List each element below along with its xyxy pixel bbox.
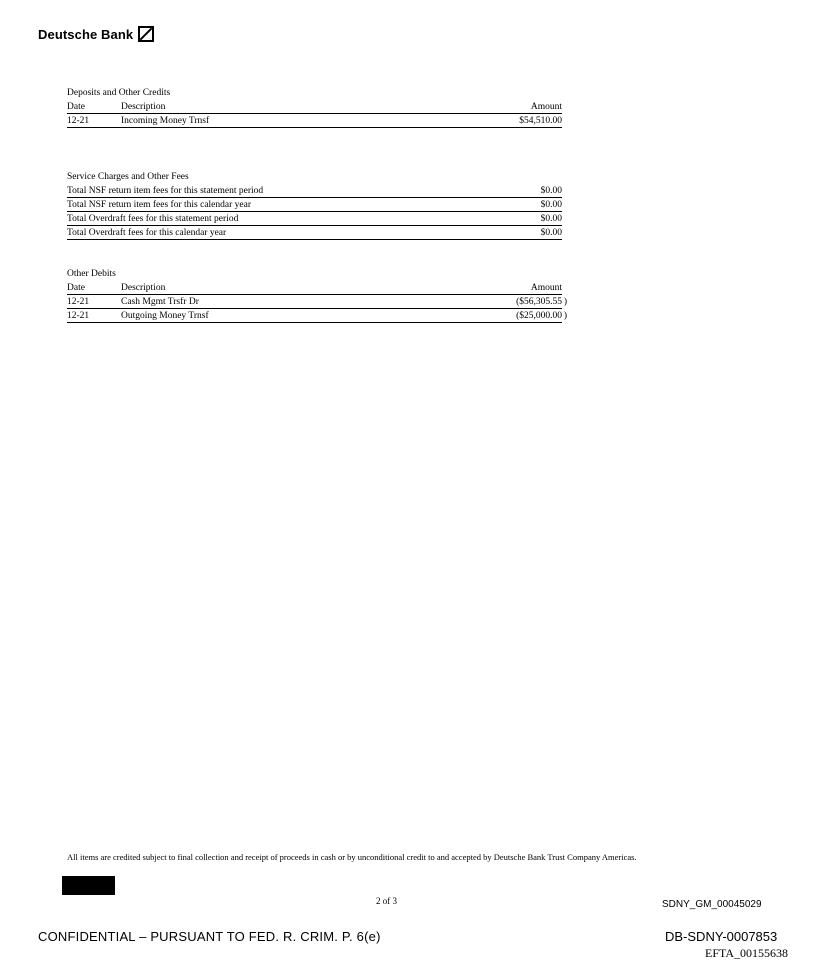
fee-label: Total Overdraft fees for this statement period [67, 214, 239, 224]
db-bates-id: DB-SDNY-0007853 [665, 929, 778, 944]
page-number: 2 of 3 [376, 896, 397, 906]
bank-logo-icon [138, 26, 154, 42]
table-row [67, 295, 567, 309]
redaction-block [62, 876, 115, 895]
fee-label: Total NSF return item fees for this statement period [67, 186, 264, 196]
table-row [67, 184, 562, 198]
fees-title: Service Charges and Other Fees [67, 172, 189, 182]
sdny-bates-id: SDNY_GM_00045029 [662, 899, 762, 910]
deposit-amount: $54,510.00 [519, 116, 562, 126]
debits-header-row [67, 281, 562, 295]
bank-logo [38, 26, 154, 42]
date-header: Date [67, 283, 85, 293]
table-row [67, 198, 562, 212]
debit-amount: ($56,305.55 [516, 297, 562, 307]
table-row [67, 226, 562, 240]
debit-date: 12-21 [67, 311, 90, 321]
deposit-description: Incoming Money Trnsf [121, 116, 210, 126]
deposit-date: 12-21 [67, 116, 90, 126]
debit-amount: ($25,000.00 [516, 311, 562, 321]
amount-header: Amount [530, 283, 562, 293]
deposits-section [67, 87, 562, 128]
confidential-notice: CONFIDENTIAL – PURSUANT TO FED. R. CRIM. P. 6(e) [38, 929, 381, 944]
fee-amount: $0.00 [540, 186, 562, 196]
debit-description: Outgoing Money Trnsf [121, 311, 209, 321]
debits-title: Other Debits [67, 269, 116, 279]
disclaimer-text: All items are credited subject to final collection and receipt of proceeds in cash or by unconditional credit to and accepted by Deutsche Bank Trust Company Americas. [67, 852, 637, 862]
date-header: Date [67, 102, 85, 112]
debit-description: Cash Mgmt Trsfr Dr [121, 297, 199, 307]
fee-label: Total Overdraft fees for this calendar year [67, 228, 227, 238]
deposits-title: Deposits and Other Credits [67, 88, 171, 98]
table-row [67, 309, 567, 323]
fee-amount: $0.00 [540, 200, 562, 210]
description-header: Description [121, 102, 166, 112]
debits-section [67, 268, 567, 323]
table-row [67, 212, 562, 226]
table-row [67, 114, 562, 128]
fees-section [67, 171, 562, 240]
debit-amount-close: ) [563, 297, 567, 307]
bank-name: Deutsche Bank [38, 26, 134, 42]
debit-date: 12-21 [67, 297, 90, 307]
debit-amount-close: ) [563, 311, 567, 321]
fee-amount: $0.00 [540, 228, 562, 238]
fee-label: Total NSF return item fees for this calendar year [67, 200, 251, 210]
deposits-header-row [67, 100, 562, 114]
amount-header: Amount [530, 102, 562, 112]
fee-amount: $0.00 [540, 214, 562, 224]
description-header: Description [121, 283, 166, 293]
efta-bates-id: EFTA_00155638 [705, 946, 789, 960]
